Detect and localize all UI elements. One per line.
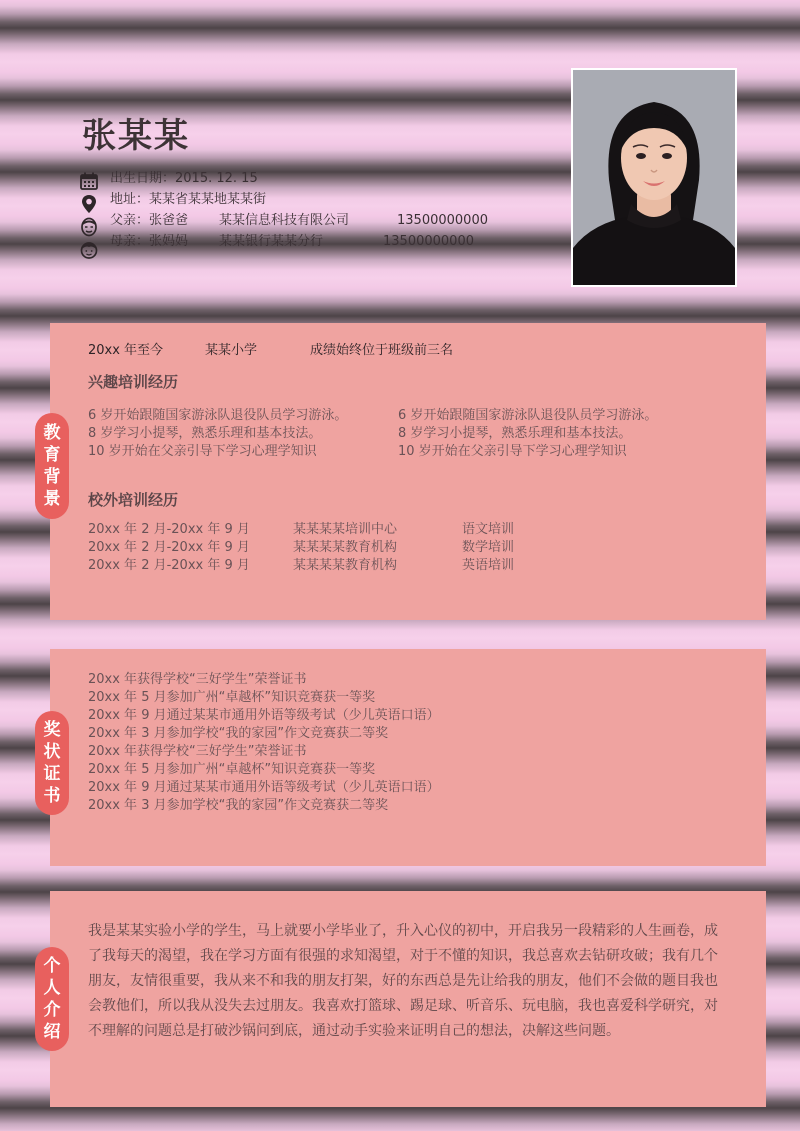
- list-item: 20xx 年 9 月通过某某市通用外语等级考试（少儿英语口语）: [88, 780, 440, 795]
- mother-phone: 13500000000: [383, 234, 474, 249]
- mother-row: 母亲：张妈妈 某某银行某某分行 13500000000: [110, 231, 488, 252]
- interest-training-title: 兴趣培训经历: [88, 373, 179, 391]
- intro-tab: 个 人 介 绍: [35, 947, 69, 1051]
- list-item: 8 岁学习小提琴，熟悉乐理和基本技法。: [398, 426, 632, 441]
- education-tab: 教 育 背 景: [35, 413, 69, 519]
- list-item: 20xx 年 3 月参加学校“我的家园”作文竞赛获二等奖: [88, 726, 389, 741]
- calendar-icon: [78, 170, 100, 192]
- father-work: 某某信息科技有限公司: [219, 213, 350, 228]
- list-item: 10 岁开始在父亲引导下学习心理学知识: [398, 444, 627, 459]
- table-row: 20xx 年 2 月-20xx 年 9 月 某某某某教育机构 数学培训: [88, 540, 515, 555]
- intro-text: 我是某某实验小学的学生，马上就要小学毕业了，升入心仪的初中，开启我另一段精彩的人生画卷，成了我每天的渴望，我在学习方面有很强的求知渴望，对于不懂的知识，我总喜欢去钻研攻破；我有几个朋友，友情很重要，我从来不和我的朋友打架，好的东西总是先让给我的朋友，他们不会做的题目我也会教他们，所以我从没失去过朋友。我喜欢打篮球、踢足球、听音乐、玩电脑，我也喜爱科学研究，对不理解的问题总是打破沙锅问到底，通过动手实验来证明自己的想法，决解这些问题。: [88, 923, 718, 1039]
- mother-icon: [78, 239, 100, 261]
- portrait-photo: [571, 68, 737, 287]
- awards-panel: [50, 649, 766, 866]
- table-row: 20xx 年 2 月-20xx 年 9 月 某某某某教育机构 英语培训: [88, 558, 515, 573]
- father-icon: [78, 216, 100, 238]
- portrait-illustration: [573, 70, 735, 285]
- father-row: 父亲：张爸爸 某某信息科技有限公司 13500000000: [110, 210, 488, 231]
- interest-list-right: [398, 407, 657, 461]
- education-panel: [50, 323, 766, 620]
- list-item: 8 岁学习小提琴，熟悉乐理和基本技法。: [88, 426, 322, 441]
- list-item: 20xx 年 9 月通过某某市通用外语等级考试（少儿英语口语）: [88, 708, 440, 723]
- resume-header: [0, 0, 800, 300]
- candidate-name: 张某某: [82, 116, 190, 156]
- outside-training-title: 校外培训经历: [88, 491, 179, 509]
- list-item: 20xx 年 5 月参加广州“卓越杯”知识竞赛获一等奖: [88, 690, 376, 705]
- school-period: 20xx 年至今: [88, 343, 164, 358]
- awards-list: [88, 671, 440, 815]
- awards-tab: 奖 状 证 书: [35, 711, 69, 815]
- list-item: 20xx 年获得学校“三好学生”荣誉证书: [88, 744, 307, 759]
- father-name: 张爸爸: [149, 213, 189, 228]
- list-item: 6 岁开始跟随国家游泳队退役队员学习游泳。: [398, 408, 658, 423]
- personal-info: [110, 168, 488, 252]
- location-pin-icon: [78, 193, 100, 215]
- school-row: [88, 339, 453, 358]
- school-name: 某某小学: [205, 343, 258, 358]
- list-item: 20xx 年 5 月参加广州“卓越杯”知识竞赛获一等奖: [88, 762, 376, 777]
- address: 某某省某某地某某街: [149, 192, 267, 207]
- interest-list-left: [88, 407, 347, 461]
- mother-name: 张妈妈: [149, 234, 189, 249]
- address-row: 地址：某某省某某地某某街: [110, 189, 488, 210]
- info-icons: [78, 170, 102, 262]
- list-item: 20xx 年获得学校“三好学生”荣誉证书: [88, 672, 307, 687]
- father-phone: 13500000000: [397, 213, 488, 228]
- school-note: 成绩始终位于班级前三名: [310, 343, 454, 358]
- birth-row: 出生日期：2015. 12. 15: [110, 168, 488, 189]
- list-item: 20xx 年 3 月参加学校“我的家园”作文竞赛获二等奖: [88, 798, 389, 813]
- table-row: 20xx 年 2 月-20xx 年 9 月 某某某某培训中心 语文培训: [88, 522, 515, 537]
- mother-work: 某某银行某某分行: [219, 234, 324, 249]
- birth-date: 2015. 12. 15: [175, 171, 258, 186]
- outside-training-table: [88, 521, 514, 575]
- intro-panel: [50, 891, 766, 1107]
- list-item: 6 岁开始跟随国家游泳队退役队员学习游泳。: [88, 408, 348, 423]
- list-item: 10 岁开始在父亲引导下学习心理学知识: [88, 444, 317, 459]
